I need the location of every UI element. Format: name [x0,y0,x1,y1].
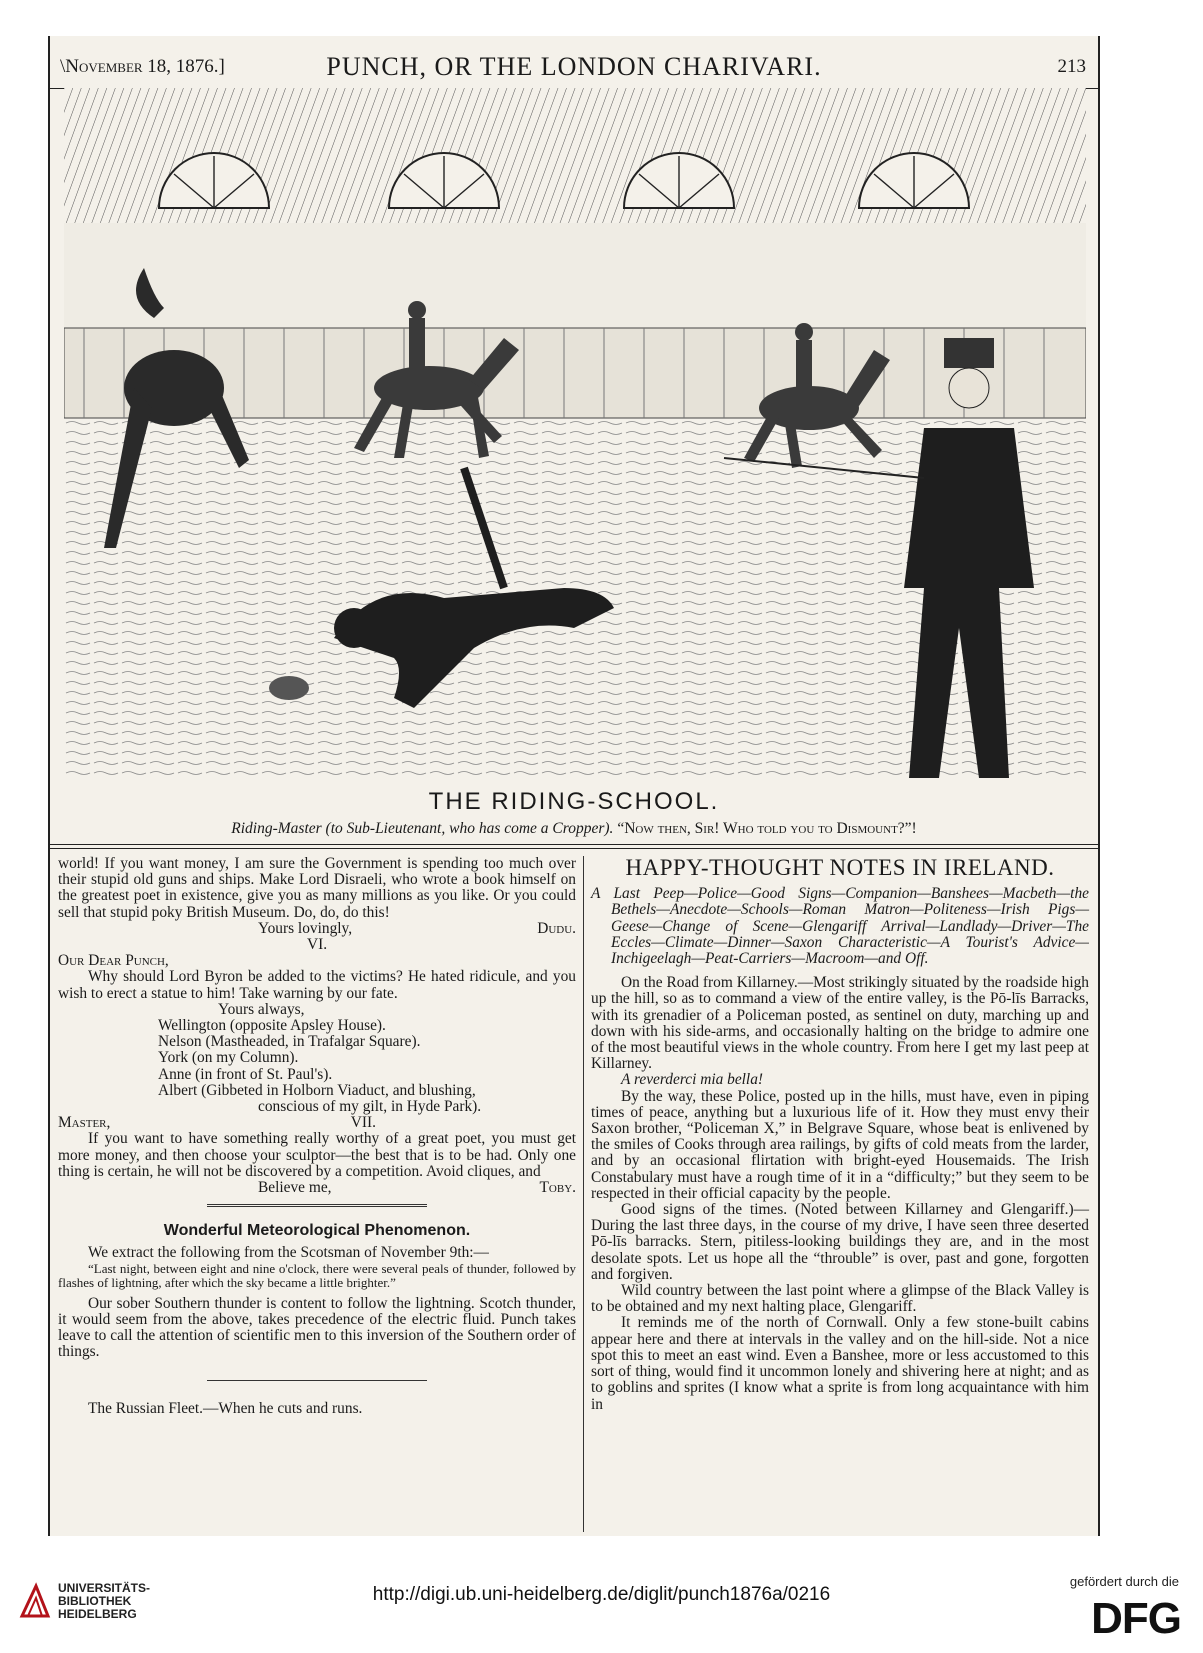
list-item: York (on my Column). [158,1049,299,1067]
issue-date: \November 18, 1876.] [60,56,225,77]
article-paragraph: Good signs of the times. (Noted between Killarney and Glengariff.)—During the last three days, in the course of my drive, I have seen three deserted Pō-līs barracks. Stern, pitiless-looking buildings they are, and in the most desolate spots. Let us hope all the “throuble” is over, past and gone, forgotten and forgiven. [591,1201,1089,1283]
article-quote: “Last night, between eight and nine o'clock, there were several peals of thunder, followed by flashes of lightning, after which the sky became a little brighter.” [58,1260,576,1290]
permalink-url[interactable]: http://digi.ub.uni-heidelberg.de/diglit/punch1876a/0216 [372,1584,831,1605]
page-header [50,50,1098,84]
list-item: Albert (Gibbeted in Holborn Viaduct, and blushing, [158,1081,476,1099]
funding-note: gefördert durch die [1069,1574,1179,1589]
article-paragraph: Our sober Southern thunder is content to follow the lightning. Scotch thunder, it would seem from the above, takes precedence of the electric fluid. Punch takes leave to call the attention of scientific men to this inversion of the Southern order of things. [58,1294,576,1361]
article-paragraph: We extract the following from the Scotsman of November 9th:— [88,1244,489,1262]
statue-list [58,1018,576,1115]
article-paragraph: Wild country between the last point where a glimpse of the Black Valley is to be obtained and my next halting place, Glengariff. [591,1282,1089,1316]
page-number: 213 [1057,56,1086,77]
list-item: conscious of my gilt, in Hyde Park). [258,1098,482,1116]
article-paragraph: On the Road from Killarney.—Most strikingly situated by the roadside high up the hill, so as to command a view of the entire valley, is the Pō-līs Barracks, with its grenadier of a Policeman posted, as sentinel on duty, marching up and down with his side-arms, and occasionally halting on the bridge to admire one of the most beautiful views in the whole country. From here I get my last peep at Killarney. [591,974,1089,1073]
list-item: Nelson (Mastheaded, in Trafalgar Square). [158,1033,421,1051]
caption-quote: “Now then, Sir! Who told you to Dismount?”! [617,820,917,837]
caption-rule-double [50,848,1098,849]
signature: Believe me, Toby. [258,1179,576,1197]
left-column [58,856,576,1418]
caption-speaker: Riding-Master (to Sub-Lieutenant, who has come a Cropper). [231,820,614,837]
list-item: Wellington (opposite Apsley House). [158,1017,386,1035]
dfg-logo: DFG [1091,1594,1181,1643]
library-name: UNIVERSITÄTS- BIBLIOTHEK HEIDELBERG [58,1581,151,1621]
letter-paragraph: world! If you want money, I am sure the Government is spending too much over their stupid old guns and ships. Make Lord Disraeli, who wrote a book himself on the greatest poet in existence, give you as many millions as you like. Or you could sell that stupid poky British Museum. Do, do, do this! [58,855,576,921]
section-divider [207,1204,427,1207]
letter-paragraph: If you want to have something really worthy of a great poet, you must get more money, and then choose your sculptor—the best that is to be had. Only one thing is certain, he will not be discovered by a competition. Avoid cliques, and [58,1130,576,1180]
article-heading: HAPPY-THOUGHT NOTES IN IRELAND. [625,855,1055,880]
list-item: Anne (in front of St. Paul's). [158,1065,333,1083]
viewer-footer [0,1566,1203,1653]
article-heading: Wonderful Meteorological Phenomenon. [163,1222,471,1240]
letter-heading: Master, VII. [58,1114,376,1132]
article-synopsis: A Last Peep—Police—Good Signs—Companion—Banshees—Macbeth—the Bethels—Anecdote—Schools—Roman Matron—Politeness—Irish Pigs—Geese—Change of Scene—Glengariff Arrival—Landlady—Driver—The Eccles—Climate—Dinner—Saxon Characteristic—A Tourist's Advice—Inchigeelagh—Peat-Carriers—Macroom—and Off. [591,885,1089,968]
salutation: Our Dear Punch, [58,952,169,970]
signature: Yours always, [218,1000,305,1018]
section-divider [207,1380,427,1381]
joke-line: The Russian Fleet.—When he cuts and runs. [88,1400,363,1418]
article-paragraph: A reverderci mia bella! [621,1071,764,1089]
signature: Yours lovingly, Dudu. [258,919,576,937]
cartoon-caption [50,820,1098,838]
riding-school-illustration [64,88,1086,778]
article-paragraph: By the way, these Police, posted up in the hills, must have, even in piping times of peace, anything but a luxurious life of it. How they must envy their Saxon brother, “Policeman X,” in Belgrave Square, whose beat is enlivened by the smiles of Cooks through area railings, by gifts of cold meats from the larder, and by an occasional flirtation with bright-eyed Housemaids. The Irish Constabulary must have a rough time of it in a “difficulty;” but they seem to be respected in their official capacity by the people. [591,1087,1089,1202]
caption-rule [50,844,1098,845]
right-column [591,856,1089,1413]
cartoon-title: THE RIDING-SCHOOL. [428,788,720,815]
publication-title: PUNCH, OR THE LONDON CHARIVARI. [326,52,822,81]
column-divider [583,856,584,1532]
newspaper-page [48,36,1100,1536]
article-paragraph: It reminds me of the north of Cornwall. Only a few stone-built cabins appear here and there at intervals in the valley and on the hill-side. Not a nice spot this to meet an east wind. Even a Banshee, more or less accustomed to this sort of thing, would find it uncommon lonely and shivering here at night; and as to goblins and sprites (I know what a sprite is from long acquaintance with him in [591,1314,1089,1413]
letter-paragraph: Why should Lord Byron be added to the victims? He hated ridicule, and you wish to erect a statue to him! Take warning by our fate. [58,968,576,1002]
letter-number: VI. [306,936,328,954]
